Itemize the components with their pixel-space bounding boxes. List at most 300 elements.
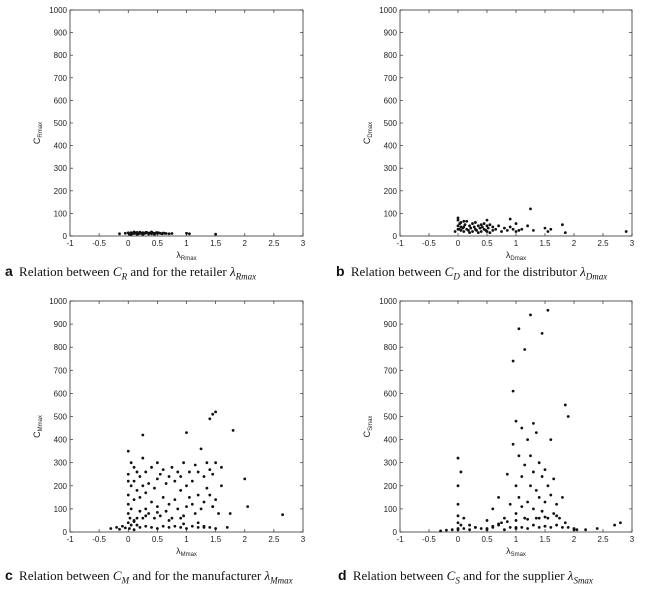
y-tick-label: 600: [53, 389, 67, 399]
y-tick-label: 800: [383, 51, 397, 61]
data-point: [515, 512, 518, 515]
data-point: [518, 327, 521, 330]
data-point: [188, 471, 191, 474]
y-tick-label: 900: [53, 320, 67, 330]
data-point: [552, 512, 555, 515]
data-point: [156, 505, 159, 508]
data-point: [523, 464, 526, 467]
y-tick-label: 400: [53, 435, 67, 445]
y-tick-label: 800: [383, 343, 397, 353]
data-point: [445, 529, 448, 532]
y-tick-label: 900: [53, 28, 67, 38]
data-point: [281, 513, 284, 516]
data-point: [576, 528, 579, 531]
data-point: [491, 226, 494, 229]
x-tick-label: 1: [184, 239, 189, 248]
data-point: [136, 233, 139, 236]
data-point: [144, 491, 147, 494]
data-point: [526, 527, 529, 530]
data-point: [532, 229, 535, 232]
data-point: [547, 309, 550, 312]
y-tick-label: 0: [62, 528, 67, 537]
data-point: [509, 526, 512, 529]
data-point: [509, 218, 512, 221]
x-axis-label: $\lambda_{Dmax}$: [505, 250, 527, 262]
data-point: [555, 503, 558, 506]
data-point: [200, 508, 203, 511]
y-tick-label: 600: [383, 389, 397, 399]
data-point: [185, 484, 188, 487]
data-point: [526, 518, 529, 521]
data-point: [173, 525, 176, 528]
data-point: [144, 525, 147, 528]
data-point: [544, 227, 547, 230]
y-tick-label: 300: [383, 164, 397, 174]
data-point: [141, 434, 144, 437]
caption-subscript: Rmax: [235, 271, 257, 282]
data-point: [179, 475, 182, 478]
data-point: [460, 226, 463, 229]
x-tick-label: 1: [513, 535, 519, 544]
data-point: [529, 484, 532, 487]
caption-symbol: C: [444, 264, 454, 279]
data-point: [220, 466, 223, 469]
data-point: [486, 519, 489, 522]
data-point: [549, 438, 552, 441]
data-point: [156, 231, 159, 234]
data-point: [520, 505, 523, 508]
x-tick-label: 2: [242, 239, 247, 248]
data-point: [139, 526, 142, 529]
data-point: [584, 528, 587, 531]
data-point: [512, 360, 515, 363]
y-tick-label: 300: [53, 458, 67, 468]
data-point: [182, 523, 185, 526]
data-point: [208, 417, 211, 420]
data-point: [243, 477, 246, 480]
y-tick-label: 900: [383, 28, 397, 38]
data-point: [203, 501, 206, 504]
data-point: [214, 233, 217, 236]
data-point: [462, 220, 465, 223]
data-point: [156, 511, 159, 514]
data-point: [136, 524, 139, 527]
y-tick-label: 800: [53, 51, 67, 61]
caption-text: and for the distributor: [463, 264, 577, 279]
data-point: [503, 517, 506, 520]
data-point: [185, 527, 188, 530]
x-tick-label: -0.5: [92, 535, 107, 544]
data-point: [520, 228, 523, 231]
data-point: [211, 473, 214, 476]
data-point: [503, 528, 506, 531]
data-point: [121, 525, 124, 528]
data-point: [480, 527, 483, 530]
data-point: [136, 517, 139, 520]
data-point: [153, 517, 156, 520]
data-point: [483, 222, 486, 225]
y-tick-label: 100: [53, 209, 67, 219]
data-point: [515, 484, 518, 487]
data-point: [229, 512, 232, 515]
data-point: [457, 514, 460, 517]
data-point: [147, 233, 150, 236]
data-point: [544, 468, 547, 471]
caption-symbol: C: [446, 568, 456, 583]
data-point: [547, 484, 550, 487]
data-point: [564, 521, 567, 524]
data-point: [144, 231, 147, 234]
x-tick-label: 2.5: [268, 535, 280, 544]
data-point: [217, 512, 220, 515]
caption-symbol: C: [112, 568, 122, 583]
data-point: [159, 514, 162, 517]
data-point: [520, 526, 523, 529]
caption-subscript: S: [455, 575, 460, 586]
x-tick-label: -1: [396, 239, 404, 248]
data-point: [469, 227, 472, 230]
data-point: [497, 523, 500, 526]
data-point: [182, 514, 185, 517]
y-tick-label: 300: [383, 458, 397, 468]
data-point: [185, 505, 188, 508]
x-tick-label: 3: [629, 535, 635, 544]
caption-c: [5, 567, 293, 586]
data-point: [127, 503, 130, 506]
data-point: [538, 517, 541, 520]
data-point: [491, 525, 494, 528]
data-point: [457, 228, 460, 231]
data-point: [555, 514, 558, 517]
data-point: [523, 348, 526, 351]
data-point: [214, 410, 217, 413]
data-point: [558, 517, 561, 520]
data-point: [115, 526, 118, 529]
data-point: [165, 482, 168, 485]
data-point: [512, 443, 515, 446]
data-point: [535, 489, 538, 492]
data-point: [500, 230, 503, 233]
x-tick-label: 0: [126, 535, 131, 544]
data-point: [477, 231, 480, 234]
data-point: [150, 501, 153, 504]
data-point: [503, 227, 506, 230]
data-point: [460, 229, 463, 232]
y-tick-label: 500: [53, 412, 67, 422]
data-point: [162, 468, 165, 471]
data-point: [457, 224, 460, 227]
data-point: [486, 527, 489, 530]
data-point: [133, 528, 136, 531]
data-point: [515, 230, 518, 233]
data-point: [136, 471, 139, 474]
data-point: [220, 484, 223, 487]
data-point: [520, 427, 523, 430]
data-point: [460, 221, 463, 224]
caption-text: Relation between: [350, 264, 442, 279]
x-axis-label: $\lambda_{Rmax}$: [176, 250, 197, 262]
data-point: [197, 494, 200, 497]
data-point: [176, 471, 179, 474]
data-point: [471, 230, 474, 233]
data-point: [168, 232, 171, 235]
data-point: [141, 517, 144, 520]
x-tick-label: 2.5: [597, 239, 609, 248]
data-point: [512, 390, 515, 393]
data-point: [197, 526, 200, 529]
data-point: [481, 226, 484, 229]
x-tick-label: 2: [242, 535, 247, 544]
data-point: [520, 475, 523, 478]
x-tick-label: -1: [66, 239, 74, 248]
x-tick-label: 2: [571, 535, 577, 544]
data-point: [538, 526, 541, 529]
data-point: [541, 510, 544, 513]
data-point: [477, 224, 480, 227]
data-point: [515, 222, 518, 225]
data-point: [188, 232, 191, 235]
data-point: [124, 232, 127, 235]
data-point: [144, 514, 147, 517]
y-tick-label: 900: [383, 320, 397, 330]
data-point: [205, 487, 208, 490]
data-point: [208, 494, 211, 497]
caption-letter: d: [338, 567, 347, 583]
data-point: [625, 230, 628, 233]
plot-frame: [70, 10, 303, 236]
data-point: [489, 223, 492, 226]
data-point: [173, 480, 176, 483]
y-tick-label: 0: [392, 232, 397, 241]
data-point: [457, 503, 460, 506]
data-point: [564, 231, 567, 234]
data-point: [194, 464, 197, 467]
caption-letter: b: [336, 263, 345, 279]
data-point: [544, 525, 547, 528]
data-point: [555, 524, 558, 527]
y-axis-label: $C_{Dmax}$: [362, 121, 374, 145]
x-tick-label: 3: [629, 239, 635, 248]
x-tick-label: 1.5: [210, 535, 222, 544]
data-point: [130, 233, 133, 236]
data-point: [491, 229, 494, 232]
data-point: [538, 496, 541, 499]
x-tick-label: -0.5: [92, 239, 107, 248]
data-point: [613, 524, 616, 527]
data-point: [214, 461, 217, 464]
data-point: [197, 521, 200, 524]
data-point: [173, 498, 176, 501]
data-point: [165, 232, 168, 235]
data-point: [208, 468, 211, 471]
data-point: [509, 226, 512, 229]
data-point: [162, 525, 165, 528]
data-point: [544, 501, 547, 504]
data-point: [471, 222, 474, 225]
data-point: [596, 527, 599, 530]
x-tick-label: 0.5: [481, 535, 493, 544]
data-point: [179, 489, 182, 492]
data-point: [141, 457, 144, 460]
x-tick-label: 1.5: [539, 239, 551, 248]
data-point: [203, 526, 206, 529]
data-point: [168, 475, 171, 478]
x-tick-label: -0.5: [422, 535, 436, 544]
data-point: [544, 516, 547, 519]
data-point: [168, 503, 171, 506]
data-point: [457, 528, 460, 531]
data-point: [133, 498, 136, 501]
data-point: [497, 496, 500, 499]
y-tick-label: 600: [53, 96, 67, 106]
data-point: [457, 217, 460, 220]
data-point: [197, 471, 200, 474]
y-tick-label: 1000: [379, 6, 397, 15]
y-tick-label: 200: [383, 186, 397, 196]
x-tick-label: 1: [184, 535, 189, 544]
y-tick-label: 500: [383, 119, 397, 128]
data-point: [136, 489, 139, 492]
data-point: [127, 473, 130, 476]
caption-symbol: λ: [264, 568, 271, 583]
data-point: [176, 508, 179, 511]
caption-text: and for the manufacturer: [132, 568, 262, 583]
data-point: [133, 466, 136, 469]
x-tick-label: 0: [126, 239, 131, 248]
data-point: [486, 219, 489, 222]
data-point: [124, 526, 127, 529]
plot-frame: [70, 301, 303, 532]
data-point: [439, 529, 442, 532]
data-point: [165, 510, 168, 513]
data-point: [153, 233, 156, 236]
data-point: [185, 431, 188, 434]
data-point: [549, 526, 552, 529]
data-point: [468, 528, 471, 531]
caption-symbol: λ: [567, 568, 574, 583]
caption-subscript: Smax: [573, 575, 593, 586]
data-point: [619, 521, 622, 524]
y-tick-label: 700: [53, 366, 67, 376]
data-point: [500, 521, 503, 524]
y-tick-label: 700: [383, 73, 397, 83]
data-point: [506, 473, 509, 476]
data-point: [460, 471, 463, 474]
data-point: [512, 228, 515, 231]
data-point: [130, 524, 133, 527]
data-point: [549, 494, 552, 497]
data-point: [156, 527, 159, 530]
x-tick-label: 1: [513, 239, 519, 248]
data-point: [515, 526, 518, 529]
data-point: [130, 461, 133, 464]
y-tick-label: 800: [53, 343, 67, 353]
caption-subscript: D: [453, 271, 460, 282]
data-point: [529, 313, 532, 316]
caption-subscript: Dmax: [585, 271, 608, 282]
data-point: [139, 496, 142, 499]
y-tick-label: 1000: [49, 297, 67, 306]
data-point: [127, 521, 130, 524]
data-point: [118, 528, 121, 531]
x-tick-label: 0: [455, 535, 461, 544]
data-point: [171, 466, 174, 469]
caption-subscript: Mmax: [270, 575, 293, 586]
caption-a: [5, 263, 256, 282]
data-point: [561, 496, 564, 499]
y-tick-label: 0: [392, 528, 397, 537]
data-point: [211, 413, 214, 416]
data-point: [168, 519, 171, 522]
y-tick-label: 700: [383, 366, 397, 376]
data-point: [567, 415, 570, 418]
y-tick-label: 500: [53, 119, 67, 128]
data-point: [191, 503, 194, 506]
data-point: [150, 231, 153, 234]
x-tick-label: 2.5: [268, 239, 280, 248]
data-point: [515, 519, 518, 522]
y-tick-label: 200: [53, 186, 67, 196]
data-point: [191, 480, 194, 483]
caption-text: Relation between: [19, 264, 110, 279]
data-point: [475, 229, 478, 232]
data-point: [561, 526, 564, 529]
data-point: [535, 431, 538, 434]
data-point: [179, 517, 182, 520]
data-point: [171, 517, 174, 520]
data-point: [246, 505, 249, 508]
data-point: [529, 454, 532, 457]
data-point: [127, 450, 130, 453]
data-point: [139, 510, 142, 513]
y-tick-label: 1000: [49, 6, 67, 15]
y-tick-label: 400: [53, 141, 67, 151]
data-point: [564, 404, 567, 407]
plot-frame: [400, 10, 632, 236]
data-point: [567, 526, 570, 529]
data-point: [144, 508, 147, 511]
y-tick-label: 1000: [379, 297, 397, 306]
data-point: [232, 429, 235, 432]
data-point: [547, 517, 550, 520]
x-tick-label: 2: [571, 239, 577, 248]
data-point: [127, 480, 130, 483]
data-point: [487, 227, 490, 230]
data-point: [150, 466, 153, 469]
data-point: [465, 220, 468, 223]
data-point: [179, 526, 182, 529]
data-point: [535, 517, 538, 520]
data-point: [480, 230, 483, 233]
data-point: [168, 526, 171, 529]
x-tick-label: 0.5: [481, 239, 493, 248]
caption-symbol: λ: [580, 264, 586, 279]
data-point: [532, 422, 535, 425]
caption-text: Relation between: [19, 568, 110, 583]
data-point: [462, 517, 465, 520]
data-point: [518, 229, 521, 232]
x-tick-label: -1: [396, 535, 404, 544]
chart-panel: [32, 6, 306, 262]
x-tick-label: 3: [300, 535, 306, 544]
x-tick-label: 1.5: [539, 535, 551, 544]
data-point: [532, 471, 535, 474]
y-tick-label: 300: [53, 164, 67, 174]
data-point: [506, 229, 509, 232]
data-point: [144, 471, 147, 474]
y-tick-label: 100: [383, 209, 397, 219]
data-point: [526, 438, 529, 441]
